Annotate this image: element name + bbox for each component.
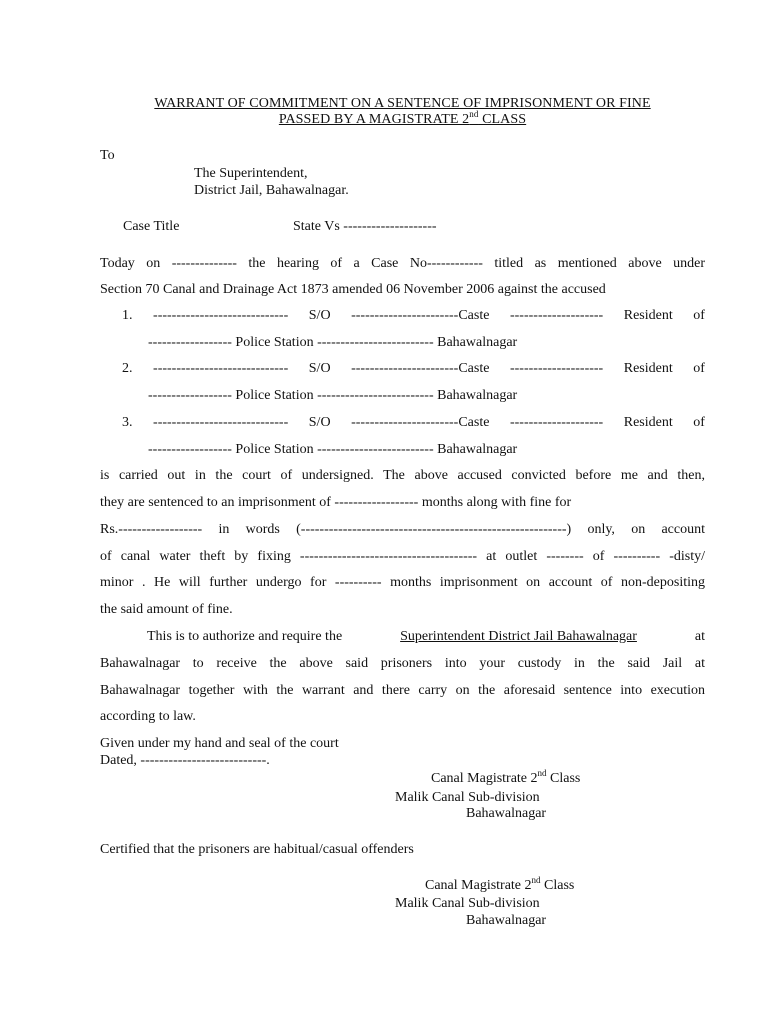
signature-location: Bahawalnagar — [466, 806, 547, 821]
address-to: To — [100, 148, 115, 163]
accused-caste-blank: -------------------- — [509, 361, 604, 376]
signature-superscript: nd — [531, 875, 541, 885]
signature-office: Malik Canal Sub-division — [395, 896, 540, 911]
signature-title — [425, 875, 575, 894]
accused-caste-blank: -------------------- — [509, 308, 604, 323]
signature-location: Bahawalnagar — [466, 913, 547, 928]
accused-caste: -----------------------Caste — [351, 415, 490, 430]
accused-so: S/O — [308, 361, 331, 376]
accused-row — [122, 415, 705, 431]
signature-title-text: Canal Magistrate 2 — [431, 771, 538, 786]
signature-title — [431, 768, 581, 787]
authorize-text: This is to authorize and require the — [147, 629, 343, 644]
accused-resident: Resident — [623, 415, 673, 430]
authorize-at: at — [694, 629, 705, 644]
accused-row — [122, 308, 705, 324]
accused-resident: Resident — [623, 308, 673, 323]
given-line-1: Given under my hand and seal of the court — [100, 736, 339, 751]
address-line-1: The Superintendent, — [194, 166, 308, 181]
case-title-label: Case Title — [123, 219, 180, 234]
accused-of: of — [693, 308, 705, 323]
document-subtitle — [100, 109, 705, 128]
authorize-line-4: according to law. — [100, 709, 196, 724]
accused-of: of — [693, 415, 705, 430]
intro-line-2: Section 70 Canal and Drainage Act 1873 amended 06 November 2006 against the accused — [100, 282, 606, 297]
address-line-2: District Jail, Bahawalnagar. — [194, 183, 349, 198]
case-title-value: State Vs -------------------- — [293, 219, 437, 234]
accused-name-blank: ----------------------------- — [153, 308, 289, 323]
authorize-line-2: Bahawalnagar to receive the above said prisoners into your custody in the said Jail at — [100, 656, 705, 671]
signature-title-suffix: Class — [540, 878, 575, 893]
superintendent-underlined: Superintendent District Jail Bahawalnagar — [400, 629, 637, 644]
accused-number: 3. — [122, 415, 133, 430]
accused-resident: Resident — [623, 361, 673, 376]
accused-number: 1. — [122, 308, 133, 323]
authorize-line-1 — [147, 629, 705, 645]
body-line-2: they are sentenced to an imprisonment of ------------------ months along with fine for — [100, 495, 572, 510]
signature-title-suffix: Class — [546, 771, 581, 786]
authorize-line-3: Bahawalnagar together with the warrant and there carry on the aforesaid sentence into execution — [100, 683, 705, 698]
certified-text: Certified that the prisoners are habitual/casual offenders — [100, 842, 414, 857]
accused-name-blank: ----------------------------- — [153, 415, 289, 430]
accused-number: 2. — [122, 361, 133, 376]
title-line-1: WARRANT OF COMMITMENT ON A SENTENCE OF IMPRISONMENT OR FINE — [154, 96, 651, 111]
document-title — [100, 96, 705, 112]
accused-caste: -----------------------Caste — [351, 361, 490, 376]
intro-line-1: Today on -------------- the hearing of a Case No------------ titled as mentioned above under — [100, 256, 705, 271]
accused-of: of — [693, 361, 705, 376]
accused-police-station: ------------------ Police Station ------------------------- Bahawalnagar — [148, 335, 518, 350]
accused-name-blank: ----------------------------- — [153, 361, 289, 376]
accused-so: S/O — [308, 308, 331, 323]
accused-caste: -----------------------Caste — [351, 308, 490, 323]
title-line-2-suffix: CLASS — [478, 112, 527, 127]
signature-office: Malik Canal Sub-division — [395, 790, 540, 805]
signature-superscript: nd — [537, 768, 547, 778]
dated-line: Dated, ---------------------------. — [100, 753, 270, 768]
title-line-2-text: PASSED BY A MAGISTRATE 2 — [278, 112, 470, 127]
body-line-4: of canal water theft by fixing -------------------------------------- at outlet -------- of ---------- -disty/ — [100, 549, 705, 564]
title-superscript: nd — [469, 109, 479, 119]
body-line-6: the said amount of fine. — [100, 602, 233, 617]
body-line-5: minor . He will further undergo for ---------- months imprisonment on account of non-depositing — [100, 575, 705, 590]
accused-row — [122, 361, 705, 377]
body-line-3: Rs.------------------ in words (---------------------------------------------------------) only, on account — [100, 522, 705, 537]
accused-police-station: ------------------ Police Station ------------------------- Bahawalnagar — [148, 388, 518, 403]
accused-caste-blank: -------------------- — [509, 415, 604, 430]
body-line-1: is carried out in the court of undersigned. The above accused convicted before me and then, — [100, 468, 705, 483]
accused-so: S/O — [308, 415, 331, 430]
accused-police-station: ------------------ Police Station ------------------------- Bahawalnagar — [148, 442, 518, 457]
signature-title-text: Canal Magistrate 2 — [425, 878, 532, 893]
